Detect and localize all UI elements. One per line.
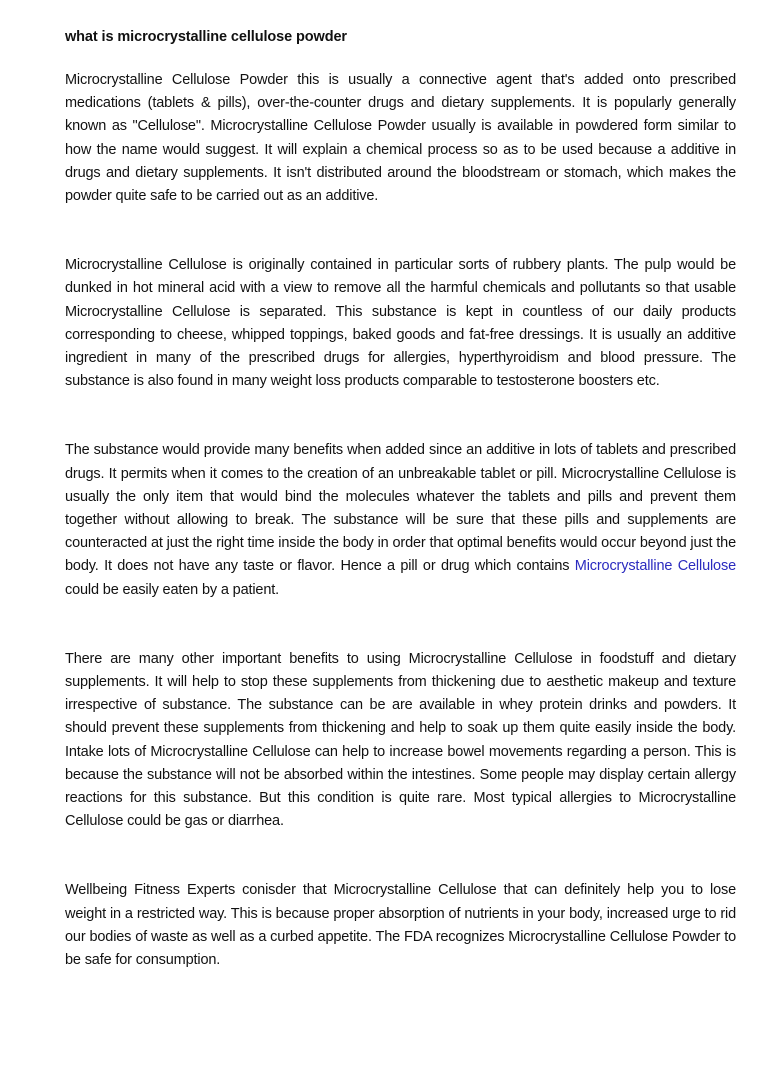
paragraph-3-text-before-link: The substance would provide many benefits when added since an additive in lots of tablets and prescribed drugs. It permits when it comes to the creation of an unbreakable tablet or pill. Microcrystalline Cellulose is usually the only item that would bind the molecules whatever the tablets and pills and prevent them together without allowing to break. The substance will be sure that these pills and supplements are counteracted at just the right time inside the body in order that optimal benefits would occur beyond just the body. It does not have any taste or flavor. Hence a pill or drug which contains	[65, 442, 736, 575]
paragraph-4: There are many other important benefits to using Microcrystalline Cellulose in foodstuff and dietary supplements. It will help to stop these supplements from thickening due to aesthetic makeup and texture irrespective of substance. The substance can be are available in whey protein drinks and powders. It should prevent these supplements from thickening and help to soak up them quite easily inside the body. Intake lots of Microcrystalline Cellulose can help to increase bowel movements regarding a person. This is because the substance will not be absorbed within the intestines. Some people may display certain allergy reactions for this substance. But this condition is quite rare. Most typical allergies to Microcrystalline Cellulose could be gas or diarrhea.	[65, 650, 736, 830]
paragraph-3-text-after-link: could be easily eaten by a patient.	[65, 581, 280, 598]
paragraph-3	[65, 439, 736, 601]
document-page	[65, 26, 736, 972]
paragraph-1: Microcrystalline Cellulose Powder this is usually a connective agent that's added onto prescribed medications (tablets & pills), over-the-counter drugs and dietary supplements. It is popularly generally known as "Cellulose". Microcrystalline Cellulose Powder usually is available in powdered form similar to how the name would suggest. It will explain a chemical process so as to be used because a additive in drugs and dietary supplements. It isn't distributed around the bloodstream or stomach, which makes the powder quite safe to be carried out as an additive.	[65, 72, 736, 205]
document-title: what is microcrystalline cellulose powder	[65, 29, 347, 45]
microcrystalline-cellulose-link[interactable]: Microcrystalline Cellulose	[574, 558, 736, 575]
paragraph-2: Microcrystalline Cellulose is originally contained in particular sorts of rubbery plants. The pulp would be dunked in hot mineral acid with a view to remove all the harmful chemicals and pollutants so that usable Microcrystalline Cellulose is separated. This substance is kept in countless of our daily products corresponding to cheese, whipped toppings, baked goods and fat-free dressings. It is usually an additive ingredient in many of the prescribed drugs for allergies, hyperthyroidism and blood pressure. The substance is also found in many weight loss products comparable to testosterone boosters etc.	[65, 257, 736, 390]
paragraph-5: Wellbeing Fitness Experts conisder that Microcrystalline Cellulose that can definitely help you to lose weight in a restricted way. This is because proper absorption of nutrients in your body, increased urge to rid our bodies of waste as well as a curbed appetite. The FDA recognizes Microcrystalline Cellulose Powder to be safe for consumption.	[65, 882, 736, 969]
